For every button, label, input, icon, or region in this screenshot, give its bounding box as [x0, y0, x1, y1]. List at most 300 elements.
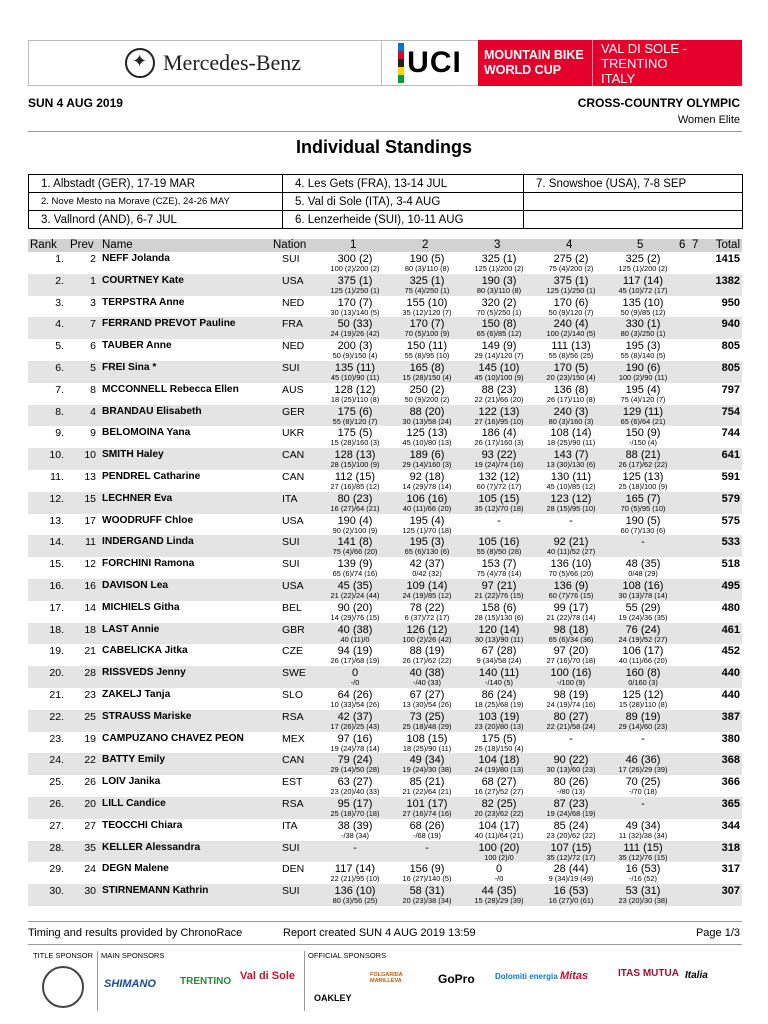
- rank-cell: 20.: [49, 667, 64, 680]
- round-points: 67 (28): [481, 645, 517, 658]
- round-breakdown: 17 (26)/25 (43): [330, 721, 380, 731]
- round-breakdown: 55 (8)/95 (10): [404, 351, 450, 361]
- venue-line-2: ITALY: [601, 70, 636, 86]
- round-breakdown: 18 (25)/68 (19): [474, 699, 524, 709]
- venue-line-1: VAL DI SOLE - TRENTINO: [601, 40, 687, 71]
- divider: [28, 131, 742, 132]
- round-cell: 7. Snowshoe (USA), 7-8 SEP: [524, 175, 743, 193]
- nation-cell: MEX: [282, 732, 305, 745]
- round-points: 375 (1): [553, 274, 589, 287]
- round-points: 195 (4): [409, 514, 445, 527]
- nation-cell: RSA: [282, 797, 304, 810]
- standings-row: [28, 623, 742, 645]
- round-points: 28 (44): [553, 863, 589, 876]
- round-points: 86 (24): [481, 688, 517, 701]
- nation-cell: ITA: [282, 492, 298, 505]
- col-name: Name: [102, 239, 133, 251]
- rank-cell: 7.: [55, 383, 64, 396]
- round-points: 16 (53): [553, 885, 589, 898]
- total-points: 950: [721, 296, 740, 309]
- total-points: 575: [721, 514, 740, 527]
- round-points: 111 (15): [623, 841, 663, 854]
- rider-name: WOODRUFF Chloe: [102, 514, 194, 526]
- round-breakdown: 13 (30)/130 (6): [546, 460, 596, 470]
- round-points: 175 (5): [337, 427, 373, 440]
- round-points: 99 (17): [553, 601, 589, 614]
- round-points: 105 (15): [478, 492, 520, 505]
- prev-rank-cell: 24: [84, 863, 96, 876]
- round-breakdown: 25 (18)/100 (9): [618, 481, 668, 491]
- prev-rank-cell: 23: [84, 688, 96, 701]
- round-breakdown: 60 (7)/76 (15): [548, 590, 594, 600]
- round-breakdown: 23 (20)/62 (22): [546, 830, 596, 840]
- round-points: 44 (35): [481, 885, 517, 898]
- round-breakdown: 35 (12)/72 (17): [546, 852, 596, 862]
- standings-row: [28, 252, 742, 274]
- round-points: 125 (13): [622, 470, 664, 483]
- round-points: 140 (11): [478, 667, 520, 680]
- rank-cell: 10.: [49, 449, 64, 462]
- standings-row: [28, 666, 742, 688]
- round-breakdown: 26 (17)/62 (22): [618, 460, 668, 470]
- rider-name: CABELICKA Jitka: [102, 645, 188, 657]
- round-breakdown: 125 (1)/250 (1): [330, 285, 380, 295]
- rider-name: FERRAND PREVOT Pauline: [102, 318, 236, 330]
- round-breakdown: 40 (11)/64 (21): [474, 830, 524, 840]
- round-points: 275 (2): [553, 253, 589, 265]
- round-breakdown: 29 (14)/60 (23): [618, 721, 668, 731]
- sponsor-folgarida: FOLGARIDA MARILLEVA: [370, 972, 403, 984]
- rider-name: DEGN Malene: [102, 863, 169, 875]
- round-breakdown: 80 (3)/56 (25): [332, 896, 378, 906]
- round-cell: [524, 193, 743, 211]
- round-points: 53 (31): [625, 885, 661, 898]
- round-points: 122 (13): [478, 405, 520, 418]
- round-points: 112 (15): [334, 470, 376, 483]
- round-points: 63 (27): [337, 776, 373, 789]
- round-breakdown: 18 (25)/110 (8): [330, 394, 380, 404]
- round-breakdown: 17 (26)/29 (39): [618, 765, 668, 775]
- round-points: 170 (6): [553, 296, 589, 309]
- rank-cell: 21.: [49, 688, 64, 701]
- round-cell: 1. Albstadt (GER), 17-19 MAR: [29, 175, 283, 193]
- round-points: 90 (22): [553, 754, 589, 767]
- round-cell: 2. Nove Mesto na Morave (CZE), 24-26 MAY: [29, 193, 283, 211]
- rider-name: ZAKELJ Tanja: [102, 688, 171, 700]
- round-points: 49 (34): [409, 754, 445, 767]
- round-breakdown: 20 (23)/62 (22): [474, 808, 524, 818]
- round-points: 16 (53): [625, 863, 661, 876]
- total-points: 387: [721, 710, 740, 723]
- round-breakdown: 16 (27)/0 (61): [548, 896, 594, 906]
- col-total: Total: [715, 239, 740, 251]
- round-breakdown: 19 (24)/36 (35): [618, 612, 668, 622]
- prev-rank-cell: 21: [84, 645, 96, 658]
- round-breakdown: 25 (18)/150 (4): [474, 743, 524, 753]
- round-points: 195 (4): [625, 383, 661, 396]
- rider-name: RISSVEDS Jenny: [102, 667, 186, 679]
- total-points: 805: [721, 361, 740, 374]
- sponsor-oakley: OAKLEY: [314, 993, 352, 1003]
- total-points: 366: [721, 776, 740, 789]
- round-breakdown: 70 (5)/95 (10): [620, 503, 666, 513]
- prev-rank-cell: 15: [84, 492, 96, 505]
- round-points: -: [425, 841, 429, 854]
- sponsor-italia: Italia: [685, 970, 708, 981]
- round-breakdown: 125 (1)/200 (2): [474, 264, 524, 273]
- col-round-1: 1: [350, 239, 357, 251]
- standings-row: [28, 448, 742, 470]
- round-points: 300 (2): [337, 253, 373, 265]
- category: Women Elite: [677, 114, 740, 126]
- prev-rank-cell: 13: [84, 470, 96, 483]
- rank-cell: 22.: [49, 710, 64, 723]
- round-breakdown: 100 (2)/200 (2): [330, 264, 380, 273]
- round-points: 98 (19): [553, 688, 589, 701]
- rank-cell: 2.: [55, 274, 64, 287]
- round-breakdown: 80 (3)/110 (8): [404, 264, 450, 273]
- round-breakdown: 19 (24)/74 (16): [474, 460, 524, 470]
- event-name: CROSS-COUNTRY OLYMPIC: [577, 96, 740, 110]
- round-cell: 5. Val di Sole (ITA), 3-4 AUG: [283, 193, 524, 211]
- round-points: -: [497, 514, 501, 527]
- rank-cell: 25.: [49, 776, 64, 789]
- round-breakdown: 55 (8)/50 (28): [476, 547, 522, 557]
- round-breakdown: 26 (17)/62 (22): [402, 656, 452, 666]
- total-points: 518: [721, 558, 740, 571]
- nation-cell: SLO: [282, 688, 304, 701]
- rank-cell: 5.: [55, 340, 64, 353]
- venue-label: [592, 40, 742, 86]
- round-breakdown: 16 (27)/64 (21): [330, 503, 380, 513]
- round-points: 68 (26): [409, 819, 445, 832]
- round-breakdown: 50 (9)/120 (7): [548, 307, 594, 317]
- round-breakdown: 75 (4)/78 (14): [476, 569, 522, 579]
- round-breakdown: 35 (12)/120 (7): [402, 307, 452, 317]
- round-breakdown: 21 (22)/78 (14): [546, 612, 596, 622]
- round-breakdown: 55 (8)/56 (25): [548, 351, 594, 361]
- round-breakdown: 27 (16)/85 (12): [330, 481, 380, 491]
- round-points: 195 (3): [409, 536, 445, 549]
- rider-name: LAST Annie: [102, 623, 160, 635]
- rider-name: KELLER Alessandra: [102, 841, 201, 853]
- prev-rank-cell: 2: [90, 253, 96, 265]
- round-points: 325 (1): [481, 253, 517, 265]
- prev-rank-cell: 12: [84, 558, 96, 571]
- round-points: 76 (24): [625, 623, 661, 636]
- round-breakdown: -/70 (18): [629, 787, 657, 797]
- round-breakdown: 30 (13)/58 (24): [402, 416, 452, 426]
- round-breakdown: 0/42 (32): [412, 569, 442, 579]
- round-points: 67 (27): [409, 688, 445, 701]
- prev-rank-cell: 30: [84, 885, 96, 898]
- round-points: -: [641, 732, 645, 745]
- standings-row: [28, 492, 742, 514]
- round-breakdown: 27 (16)/70 (18): [546, 656, 596, 666]
- round-breakdown: -/40 (33): [413, 678, 441, 688]
- rank-cell: 24.: [49, 754, 64, 767]
- sponsor-dolomiti: Dolomiti energia: [495, 972, 558, 981]
- round-breakdown: 75 (4)/66 (20): [332, 547, 378, 557]
- rank-cell: 15.: [49, 558, 64, 571]
- round-points: 136 (10): [550, 558, 592, 571]
- round-cell: 4. Les Gets (FRA), 13-14 JUL: [283, 175, 524, 193]
- rider-name: FORCHINI Ramona: [102, 558, 195, 570]
- race-date: SUN 4 AUG 2019: [28, 96, 123, 110]
- round-points: 170 (7): [337, 296, 373, 309]
- round-points: 130 (11): [550, 470, 592, 483]
- round-breakdown: 50 (9)/150 (4): [332, 351, 378, 361]
- rank-cell: 6.: [55, 361, 64, 374]
- col-round-6: 6: [679, 239, 686, 251]
- round-breakdown: 23 (20)/80 (13): [474, 721, 524, 731]
- round-points: -: [641, 536, 645, 549]
- rank-cell: 9.: [55, 427, 64, 440]
- rider-name: LECHNER Eva: [102, 492, 173, 504]
- standings-row: [28, 361, 742, 383]
- round-breakdown: 9 (34)/58 (24): [476, 656, 522, 666]
- round-points: 190 (6): [625, 361, 661, 374]
- total-points: 744: [721, 427, 740, 440]
- total-points: 365: [721, 797, 740, 810]
- rank-cell: 12.: [49, 492, 64, 505]
- total-points: 797: [721, 383, 740, 396]
- round-breakdown: 45 (10)/100 (9): [474, 372, 524, 382]
- round-cell: [524, 211, 743, 229]
- round-breakdown: 23 (20)/30 (38): [618, 896, 668, 906]
- round-breakdown: 28 (15)/100 (9): [330, 460, 380, 470]
- round-breakdown: -/140 (5): [485, 678, 513, 688]
- nation-cell: GER: [282, 405, 305, 418]
- round-breakdown: -/16 (52): [629, 874, 657, 884]
- title-sponsor-name: Mercedes-Benz: [163, 50, 302, 75]
- timing-credit: Timing and results provided by ChronoRace: [28, 927, 243, 939]
- round-points: 109 (14): [406, 579, 448, 592]
- round-breakdown: 25 (18)/70 (18): [330, 808, 380, 818]
- round-points: 92 (21): [553, 536, 589, 549]
- round-breakdown: -/100 (9): [557, 678, 585, 688]
- round-breakdown: 75 (4)/120 (7): [620, 394, 666, 404]
- round-points: 104 (18): [478, 754, 520, 767]
- round-points: 330 (1): [625, 318, 661, 331]
- round-breakdown: -/38 (34): [341, 830, 369, 840]
- round-points: 97 (20): [553, 645, 589, 658]
- main-sponsors-label: MAIN SPONSORS: [101, 951, 165, 960]
- prev-rank-cell: 8: [90, 383, 96, 396]
- round-breakdown: 24 (19)/85 (12): [402, 590, 452, 600]
- nation-cell: SUI: [282, 361, 300, 374]
- prev-rank-cell: 11: [85, 536, 96, 549]
- world-cup-line-1: MOUNTAIN BIKE: [484, 48, 584, 62]
- total-points: 754: [721, 405, 740, 418]
- standings-row: [28, 426, 742, 448]
- round-points: 97 (16): [337, 732, 373, 745]
- round-points: 79 (24): [337, 754, 373, 767]
- prev-rank-cell: 25: [84, 710, 96, 723]
- world-cup-label: [478, 40, 592, 86]
- rider-name: SMITH Haley: [102, 449, 164, 461]
- round-breakdown: 125 (1)/250 (1): [546, 285, 596, 295]
- round-breakdown: 26 (17)/160 (3): [474, 438, 524, 448]
- round-points: 90 (20): [337, 601, 373, 614]
- round-points: 80 (27): [553, 710, 589, 723]
- round-breakdown: 70 (5)/100 (9): [404, 329, 450, 339]
- round-points: 153 (7): [481, 558, 517, 571]
- total-points: 495: [721, 579, 740, 592]
- total-points: 440: [721, 688, 740, 701]
- prev-rank-cell: 27: [84, 819, 96, 832]
- round-points: 136 (9): [553, 579, 589, 592]
- uci-text: UCI: [407, 46, 462, 79]
- uci-stripes-icon: [398, 43, 404, 83]
- round-points: 50 (33): [337, 318, 373, 331]
- round-breakdown: 28 (15)/130 (6): [474, 612, 524, 622]
- rounds-table: [28, 174, 743, 229]
- standings-row: [28, 383, 742, 405]
- nation-cell: CZE: [282, 645, 303, 658]
- round-breakdown: 65 (6)/85 (12): [476, 329, 522, 339]
- round-points: 117 (14): [334, 863, 376, 876]
- nation-cell: SUI: [282, 253, 300, 265]
- round-points: 117 (14): [622, 274, 664, 287]
- round-breakdown: 28 (15)/95 (10): [546, 503, 596, 513]
- round-points: 160 (8): [625, 667, 661, 680]
- rounds-row: [29, 175, 743, 193]
- round-breakdown: -/0: [494, 874, 504, 884]
- rank-cell: 30.: [49, 885, 64, 898]
- round-points: 106 (17): [622, 645, 664, 658]
- nation-cell: BEL: [282, 601, 302, 614]
- round-breakdown: 14 (29)/78 (14): [402, 481, 452, 491]
- round-points: 125 (13): [406, 427, 448, 440]
- footer-divider: [28, 921, 742, 922]
- round-breakdown: 80 (3)/160 (3): [548, 416, 594, 426]
- rank-cell: 17.: [49, 601, 64, 614]
- round-breakdown: 100 (2)/140 (5): [546, 329, 596, 339]
- nation-cell: SUI: [282, 558, 300, 571]
- round-cell: 3. Vallnord (AND), 6-7 JUL: [29, 211, 283, 229]
- round-points: 46 (36): [625, 754, 661, 767]
- rank-cell: 29.: [49, 863, 64, 876]
- round-points: 141 (8): [337, 536, 373, 549]
- standings-row: [28, 775, 742, 797]
- col-round-2: 2: [422, 239, 429, 251]
- round-points: 45 (35): [337, 579, 373, 592]
- round-breakdown: 55 (8)/140 (5): [620, 351, 666, 361]
- rider-name: TAUBER Anne: [102, 340, 172, 352]
- round-points: 100 (20): [478, 841, 520, 854]
- rider-name: BRANDAU Elisabeth: [102, 405, 202, 417]
- nation-cell: CAN: [282, 449, 305, 462]
- mercedes-star-icon: [125, 48, 155, 78]
- rank-cell: 1.: [55, 253, 64, 265]
- round-points: 129 (11): [622, 405, 664, 418]
- nation-cell: SUI: [282, 841, 300, 854]
- round-points: 48 (35): [625, 558, 661, 571]
- round-breakdown: -/80 (13): [557, 787, 585, 797]
- round-points: -: [353, 841, 357, 854]
- round-breakdown: 50 (9)/85 (12): [620, 307, 666, 317]
- total-points: 591: [721, 470, 740, 483]
- standings-row: [28, 317, 742, 339]
- rider-name: TEOCCHI Chiara: [102, 819, 183, 831]
- round-points: 135 (11): [334, 361, 376, 374]
- nation-cell: NED: [282, 340, 305, 353]
- round-breakdown: 27 (16)/95 (10): [474, 416, 524, 426]
- rank-cell: 8.: [55, 405, 64, 418]
- round-breakdown: 26 (17)/110 (8): [546, 394, 596, 404]
- round-breakdown: 24 (19)/52 (27): [618, 634, 668, 644]
- total-points: 452: [721, 645, 740, 658]
- round-points: 108 (14): [550, 427, 592, 440]
- nation-cell: USA: [282, 514, 304, 527]
- round-points: 143 (7): [553, 449, 589, 462]
- round-breakdown: 0/48 (29): [628, 569, 658, 579]
- round-points: 145 (10): [478, 361, 520, 374]
- rider-name: DAVISON Lea: [102, 579, 169, 591]
- round-points: 103 (19): [478, 710, 520, 723]
- round-breakdown: 21 (22)/64 (21): [402, 787, 452, 797]
- round-points: -: [569, 514, 573, 527]
- total-points: 480: [721, 601, 740, 614]
- round-points: 325 (2): [625, 253, 661, 265]
- standings-row: [28, 732, 742, 754]
- round-breakdown: 30 (13)/90 (11): [474, 634, 524, 644]
- nation-cell: USA: [282, 274, 304, 287]
- round-breakdown: 22 (21)/66 (20): [474, 394, 524, 404]
- total-points: 641: [721, 449, 740, 462]
- round-breakdown: 100 (2)/26 (42): [402, 634, 452, 644]
- standings-row: [28, 557, 742, 579]
- nation-cell: SUI: [282, 885, 300, 898]
- round-points: 80 (23): [337, 492, 373, 505]
- round-points: 107 (15): [550, 841, 592, 854]
- rank-cell: 16.: [49, 579, 64, 592]
- round-breakdown: 125 (1)/70 (18): [402, 525, 452, 535]
- round-breakdown: 75 (4)/200 (2): [548, 264, 594, 273]
- standings-row: [28, 862, 742, 884]
- round-points: 190 (3): [481, 274, 517, 287]
- standings-row: [28, 601, 742, 623]
- rank-cell: 28.: [49, 841, 64, 854]
- total-points: 940: [721, 318, 740, 331]
- page-number: Page 1/3: [695, 927, 740, 939]
- col-round-5: 5: [637, 239, 644, 251]
- round-breakdown: 60 (7)/72 (17): [476, 481, 522, 491]
- col-rank: Rank: [30, 239, 57, 251]
- prev-rank-cell: 6: [90, 340, 96, 353]
- round-points: 108 (16): [622, 579, 664, 592]
- prev-rank-cell: 19: [84, 732, 96, 745]
- round-breakdown: 35 (12)/70 (18): [474, 503, 524, 513]
- round-breakdown: 24 (19)/26 (42): [330, 329, 380, 339]
- sponsor-separator: [97, 951, 98, 1011]
- round-points: 165 (8): [409, 361, 445, 374]
- standings-row: [28, 579, 742, 601]
- round-breakdown: 11 (32)/38 (34): [618, 830, 668, 840]
- col-round-4: 4: [566, 239, 573, 251]
- round-breakdown: 45 (10)/85 (12): [546, 481, 596, 491]
- rank-cell: 23.: [49, 732, 64, 745]
- round-breakdown: 65 (6)/34 (36): [548, 634, 594, 644]
- col-round-3: 3: [494, 239, 501, 251]
- nation-cell: USA: [282, 579, 304, 592]
- round-points: 139 (9): [337, 558, 373, 571]
- round-breakdown: 65 (6)/130 (6): [404, 547, 450, 557]
- standings-rows: [28, 252, 742, 906]
- round-breakdown: 75 (4)/250 (1): [404, 285, 450, 295]
- standings-row: [28, 884, 742, 906]
